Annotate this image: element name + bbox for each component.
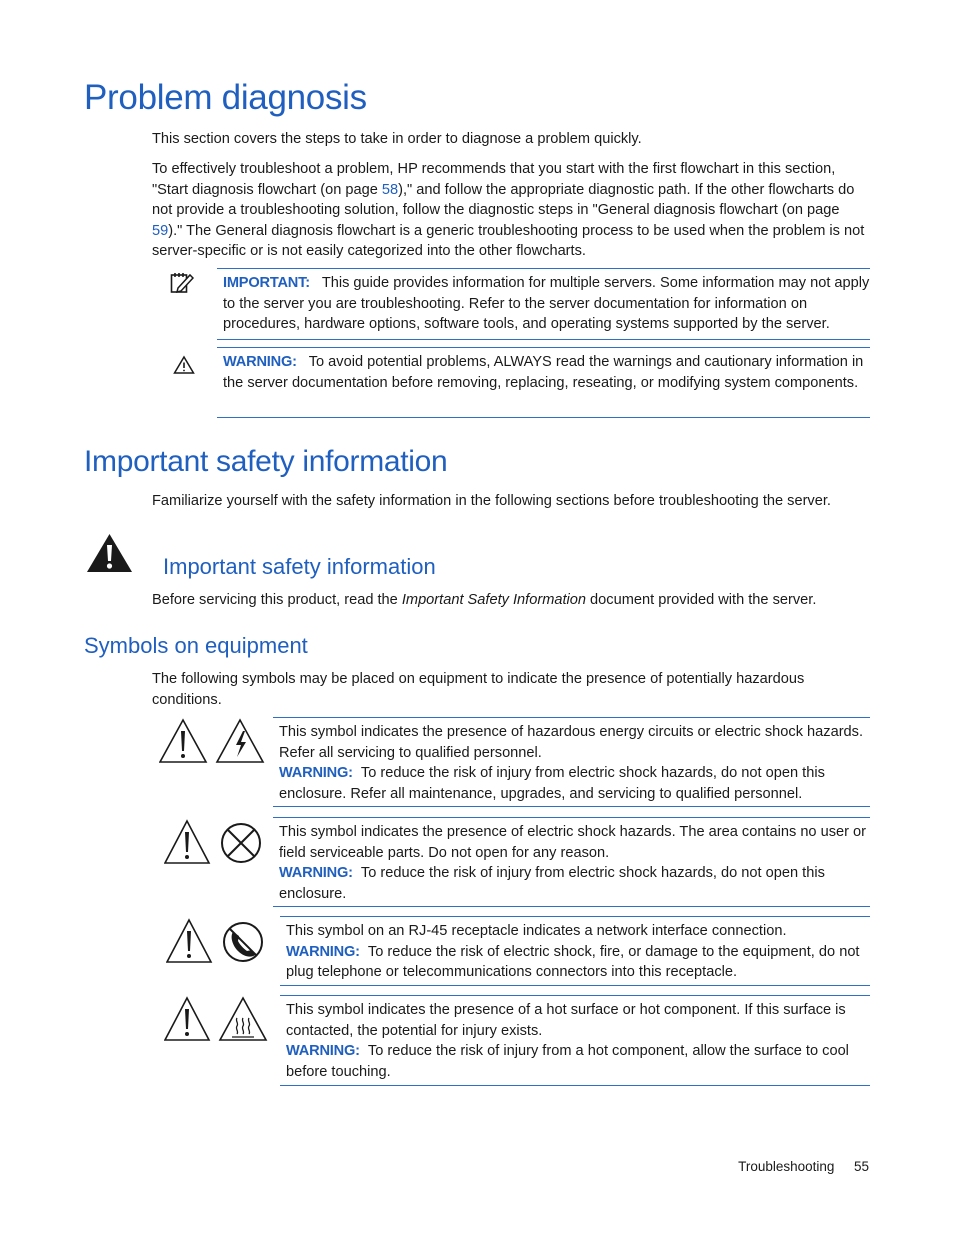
no-user-service-icon (164, 819, 264, 865)
symbol-row-4: This symbol indicates the presence of a hot surface or hot component. If this surface is contacted, the potential for injury exists. WARNING: To reduce the risk of injury from a hot component, allow the surface to cool before touching. (280, 995, 870, 1086)
page-footer (738, 1159, 869, 1174)
electric-shock-icon (159, 718, 265, 764)
footer-section: Troubleshooting (738, 1159, 835, 1174)
page-link-59[interactable]: 59 (152, 222, 169, 239)
important-note (217, 268, 870, 340)
warning-text: To avoid potential problems, ALWAYS read the warnings and cautionary information in the server documentation before removing, replacing, reseating, or modifying system components. (223, 354, 864, 391)
safety-doc-title: Important Safety Information (401, 592, 586, 608)
warning-triangle-icon (173, 355, 195, 375)
symbol-row-2: This symbol indicates the presence of electric shock hazards. The area contains no user or field serviceable parts. Do not open for any reason. WARNING: To reduce the risk of injury from electric shock hazards, do not open this enclosure. (273, 817, 870, 907)
important-text: This guide provides information for multiple servers. Some information may not apply to the server you are troubleshooting. Refer to the server documentation for information on procedures, hardware options, software tools, and operating systems supported by the server. (223, 275, 870, 333)
important-label: IMPORTANT: (223, 275, 310, 291)
page-title: Problem diagnosis (84, 78, 367, 117)
warning-note (217, 347, 870, 418)
flowchart-paragraph: To effectively troubleshoot a problem, HP recommends that you start with the first flowchart in this section, "Start diagnosis flowchart (on page 58)," and follow the appropriate diagnostic path. If the other flowcharts do not provide a troubleshooting solution, follow the diagnostic steps in "General diagnosis flowchart (on page 59)." The General diagnosis flowchart is a generic troubleshooting process to be used when the problem is not server-specific or is not easily categorized into the other flowcharts. (152, 161, 865, 260)
symbol-row-3: This symbol on an RJ-45 receptacle indicates a network interface connection. WARNING: To reduce the risk of electric shock, fire, or damage to the equipment, do not plug telephone or telecommunications connectors into this receptacle. (280, 916, 870, 986)
symbol-row-1: This symbol indicates the presence of hazardous energy circuits or electric shock hazards. Refer all servicing to qualified personnel. WARNING: To reduce the risk of injury from electric shock hazards, do not open this enclosure. Refer all maintenance, upgrades, and servicing to qualified personnel. (273, 717, 870, 807)
page-number: 55 (853, 1159, 869, 1174)
section-intro: This section covers the steps to take in order to diagnose a problem quickly. (152, 131, 642, 147)
important-note-icon (170, 272, 194, 294)
warning-label: WARNING: (223, 354, 297, 370)
symbols-intro: The following symbols may be placed on equipment to indicate the presence of potentially hazardous conditions. (152, 671, 805, 708)
safety-subtitle: Important safety information (163, 554, 436, 579)
safety-intro: Familiarize yourself with the safety information in the following sections before troubleshooting the server. (152, 493, 831, 509)
page-link-58[interactable]: 58 (381, 181, 399, 198)
safety-doc-note: Before servicing this product, read the Important Safety Information document provided with the server. (152, 592, 817, 608)
hot-surface-icon (164, 996, 268, 1042)
caution-triangle-icon (86, 533, 133, 573)
symbols-title: Symbols on equipment (84, 633, 308, 658)
safety-section-title: Important safety information (84, 445, 448, 478)
no-telephone-icon (166, 918, 266, 964)
